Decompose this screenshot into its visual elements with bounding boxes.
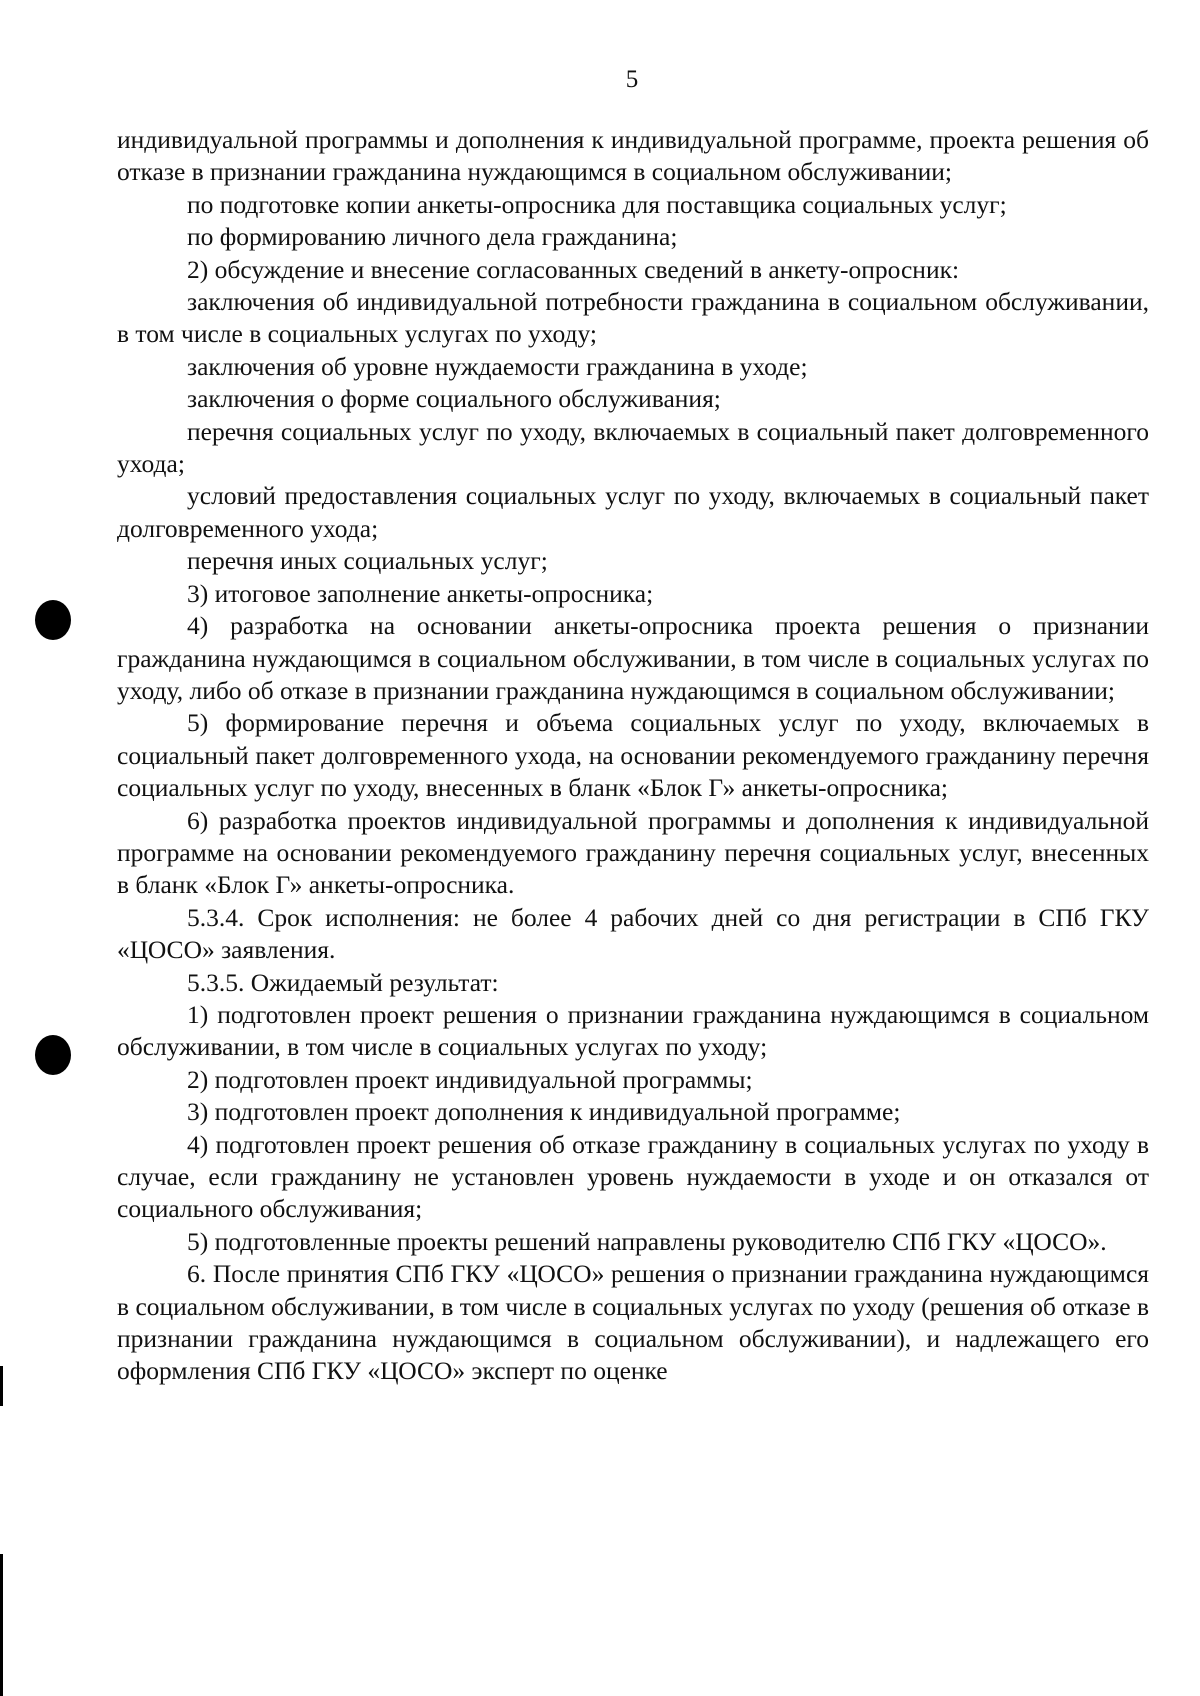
- paragraph: 2) подготовлен проект индивидуальной программы;: [187, 1064, 753, 1094]
- paragraph: перечня иных социальных услуг;: [187, 546, 548, 576]
- paragraph: по подготовке копии анкеты-опросника для поставщика социальных услуг;: [187, 189, 1007, 219]
- paragraph: 2) обсуждение и внесение согласованных сведений в анкету-опросник:: [187, 254, 960, 284]
- paragraph: 4) подготовлен проект решения об отказе гражданину в социальных услугах по уходу в случае, если гражданину не установлен уровень нуждаемости в уходе и он отказался от социального обслуживания;: [117, 1129, 1149, 1224]
- paragraph: по формированию личного дела гражданина;: [187, 222, 678, 252]
- scan-edge-mark: [0, 1554, 3, 1696]
- paragraph: 5) подготовленные проекты решений направлены руководителю СПб ГКУ «ЦОСО».: [187, 1226, 1107, 1256]
- punch-hole: [35, 1035, 71, 1075]
- paragraph: заключения об индивидуальной потребности гражданина в социальном обслуживании, в том числе в социальных услугах по уходу;: [117, 287, 1149, 349]
- paragraph: 6. После принятия СПб ГКУ «ЦОСО» решения о признании гражданина нуждающимся в социальном обслуживании, в том числе в социальных услугах по уходу (решения об отказе в признании гражданина нуждающимся в социальном обслуживании), и надлежащего его оформления СПб ГКУ «ЦОСО» эксперт по оценке: [117, 1259, 1149, 1386]
- paragraph: заключения о форме социального обслуживания;: [187, 384, 721, 414]
- page-number: 5: [625, 66, 639, 93]
- paragraph: заключения об уровне нуждаемости гражданина в уходе;: [187, 351, 808, 381]
- paragraph: условий предоставления социальных услуг по уходу, включаемых в социальный пакет долговременного ухода;: [117, 481, 1149, 543]
- paragraph: 3) итоговое заполнение анкеты-опросника;: [187, 578, 654, 608]
- paragraph: 5) формирование перечня и объема социальных услуг по уходу, включаемых в социальный пакет долговременного ухода, на основании рекомендуемого гражданину перечня социальных услуг по уходу, внесенных в бланк «Блок Г» анкеты-опросника;: [117, 708, 1149, 803]
- paragraph: 5.3.4. Срок исполнения: не более 4 рабочих дней со дня регистрации в СПб ГКУ «ЦОСО» заявления.: [117, 902, 1149, 965]
- paragraph: 5.3.5. Ожидаемый результат:: [187, 967, 499, 997]
- paragraph: 1) подготовлен проект решения о признании гражданина нуждающимся в социальном обслуживании, в том числе в социальных услугах по уходу;: [117, 999, 1149, 1062]
- document-body: [117, 124, 1149, 1388]
- paragraph: 3) подготовлен проект дополнения к индивидуальной программе;: [187, 1097, 901, 1127]
- paragraph: перечня социальных услуг по уходу, включаемых в социальный пакет долговременного ухода;: [117, 416, 1149, 479]
- punch-hole: [35, 600, 71, 640]
- paragraph: индивидуальной программы и дополнения к индивидуальной программе, проекта решения об отказе в признании гражданина нуждающимся в социальном обслуживании;: [117, 125, 1149, 187]
- paragraph: 4) разработка на основании анкеты-опросника проекта решения о признании гражданина нуждающимся в социальном обслуживании, в том числе в социальных услугах по уходу, либо об отказе в признании гражданина нуждающимся в социальном обслуживании;: [117, 611, 1149, 705]
- paragraph: 6) разработка проектов индивидуальной программы и дополнения к индивидуальной программе на основании рекомендуемого гражданину перечня социальных услуг, внесенных в бланк «Блок Г» анкеты-опросника.: [117, 805, 1149, 900]
- scan-edge-mark: [0, 1366, 3, 1406]
